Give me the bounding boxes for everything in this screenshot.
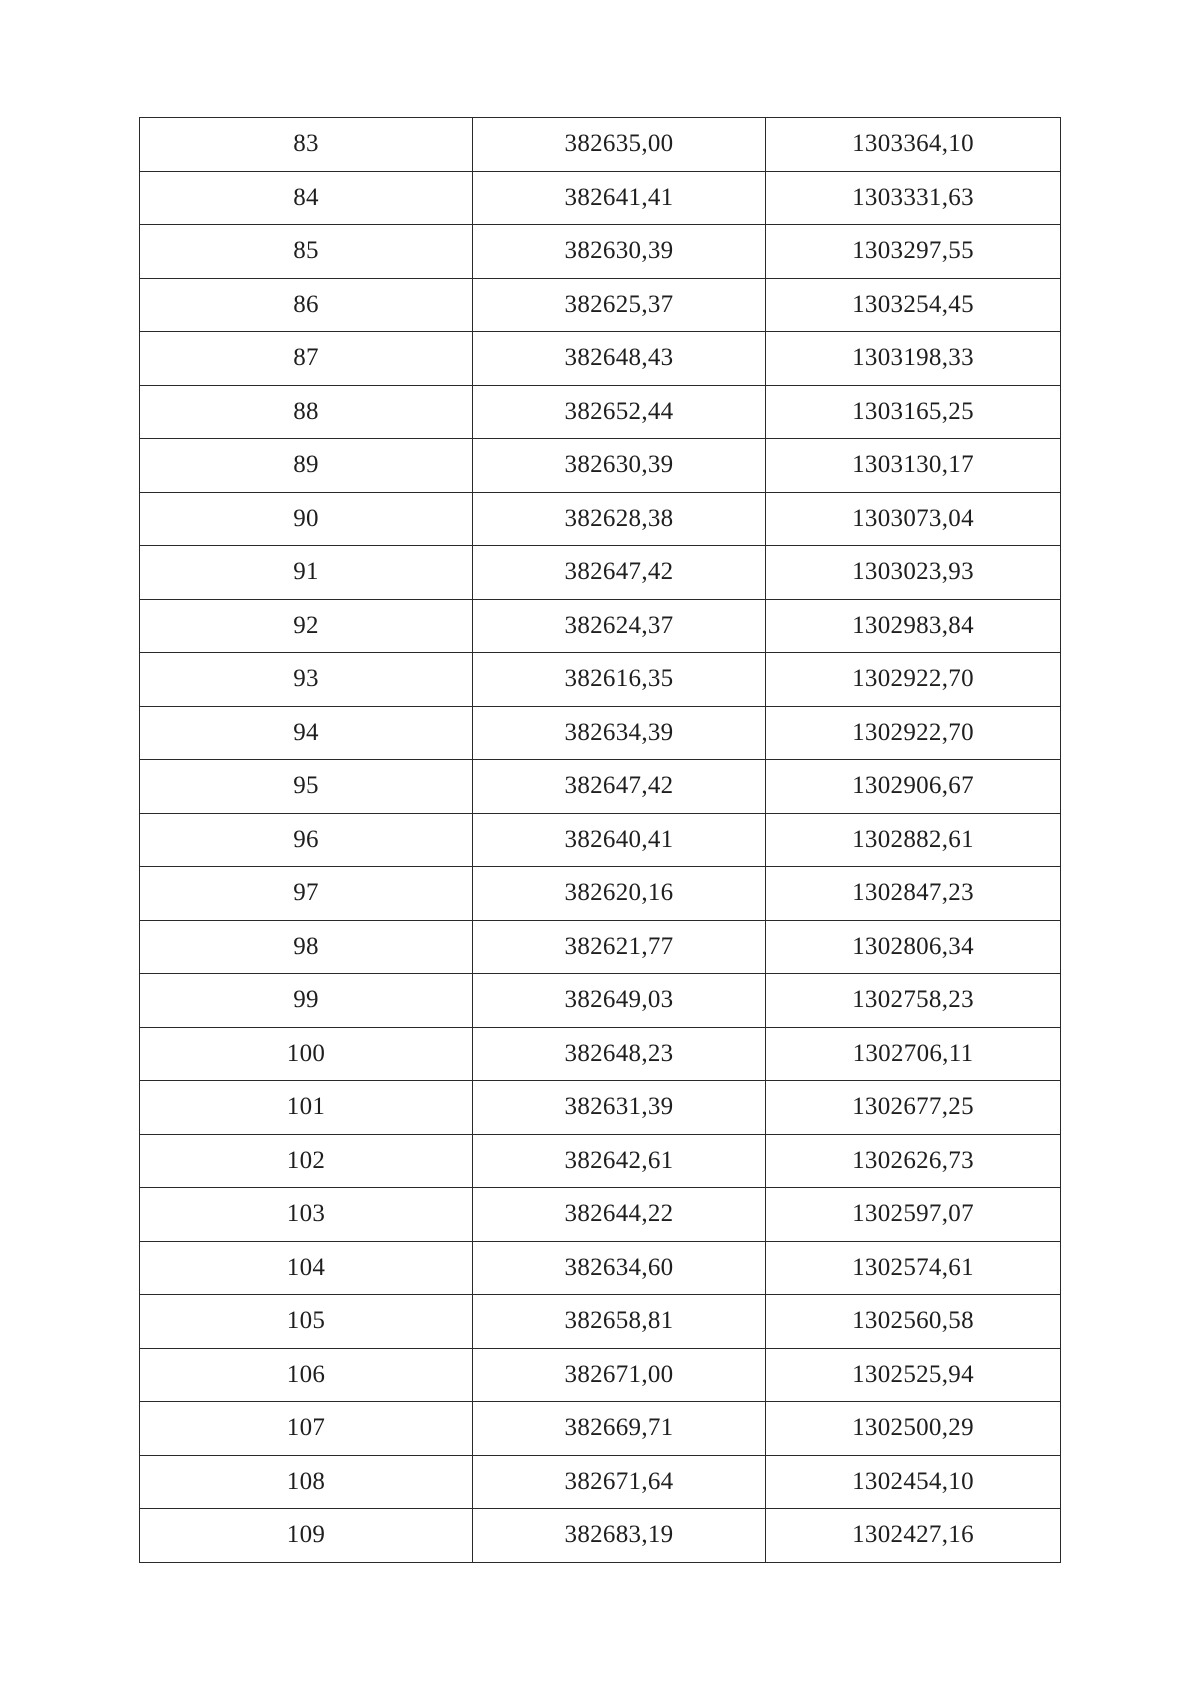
point-number-cell: 84 [140, 171, 473, 225]
table-row [140, 118, 1061, 172]
y-coordinate-cell: 1302677,25 [766, 1081, 1061, 1135]
y-coordinate-cell: 1302882,61 [766, 813, 1061, 867]
x-coordinate-cell: 382631,39 [473, 1081, 766, 1135]
y-coordinate-cell: 1303073,04 [766, 492, 1061, 546]
point-number-cell: 106 [140, 1348, 473, 1402]
x-coordinate-cell: 382625,37 [473, 278, 766, 332]
point-number-cell: 96 [140, 813, 473, 867]
x-coordinate-cell: 382647,42 [473, 760, 766, 814]
point-number-cell: 91 [140, 546, 473, 600]
y-coordinate-cell: 1303331,63 [766, 171, 1061, 225]
x-coordinate-cell: 382669,71 [473, 1402, 766, 1456]
x-coordinate-cell: 382648,23 [473, 1027, 766, 1081]
y-coordinate-cell: 1302427,16 [766, 1509, 1061, 1563]
y-coordinate-cell: 1302906,67 [766, 760, 1061, 814]
table-row [140, 760, 1061, 814]
x-coordinate-cell: 382648,43 [473, 332, 766, 386]
x-coordinate-cell: 382640,41 [473, 813, 766, 867]
x-coordinate-cell: 382641,41 [473, 171, 766, 225]
y-coordinate-cell: 1302922,70 [766, 653, 1061, 707]
x-coordinate-cell: 382621,77 [473, 920, 766, 974]
point-number-cell: 108 [140, 1455, 473, 1509]
point-number-cell: 87 [140, 332, 473, 386]
x-coordinate-cell: 382630,39 [473, 439, 766, 493]
x-coordinate-cell: 382649,03 [473, 974, 766, 1028]
x-coordinate-cell: 382683,19 [473, 1509, 766, 1563]
point-number-cell: 90 [140, 492, 473, 546]
point-number-cell: 95 [140, 760, 473, 814]
point-number-cell: 101 [140, 1081, 473, 1135]
y-coordinate-cell: 1302758,23 [766, 974, 1061, 1028]
point-number-cell: 97 [140, 867, 473, 921]
x-coordinate-cell: 382644,22 [473, 1188, 766, 1242]
y-coordinate-cell: 1303254,45 [766, 278, 1061, 332]
y-coordinate-cell: 1302454,10 [766, 1455, 1061, 1509]
y-coordinate-cell: 1302922,70 [766, 706, 1061, 760]
x-coordinate-cell: 382642,61 [473, 1134, 766, 1188]
coordinates-table [139, 117, 1061, 1563]
point-number-cell: 86 [140, 278, 473, 332]
table-row [140, 1295, 1061, 1349]
point-number-cell: 83 [140, 118, 473, 172]
x-coordinate-cell: 382671,00 [473, 1348, 766, 1402]
table-row [140, 1455, 1061, 1509]
point-number-cell: 85 [140, 225, 473, 279]
y-coordinate-cell: 1302597,07 [766, 1188, 1061, 1242]
table-row [140, 1348, 1061, 1402]
x-coordinate-cell: 382652,44 [473, 385, 766, 439]
table-row [140, 171, 1061, 225]
table-row [140, 867, 1061, 921]
table-row [140, 599, 1061, 653]
table-row [140, 653, 1061, 707]
table-row [140, 920, 1061, 974]
point-number-cell: 92 [140, 599, 473, 653]
y-coordinate-cell: 1302525,94 [766, 1348, 1061, 1402]
point-number-cell: 100 [140, 1027, 473, 1081]
y-coordinate-cell: 1302983,84 [766, 599, 1061, 653]
x-coordinate-cell: 382635,00 [473, 118, 766, 172]
coordinates-table-body [140, 118, 1061, 1563]
y-coordinate-cell: 1302574,61 [766, 1241, 1061, 1295]
table-row [140, 1188, 1061, 1242]
x-coordinate-cell: 382634,39 [473, 706, 766, 760]
y-coordinate-cell: 1302626,73 [766, 1134, 1061, 1188]
y-coordinate-cell: 1303130,17 [766, 439, 1061, 493]
x-coordinate-cell: 382624,37 [473, 599, 766, 653]
point-number-cell: 98 [140, 920, 473, 974]
point-number-cell: 109 [140, 1509, 473, 1563]
y-coordinate-cell: 1302560,58 [766, 1295, 1061, 1349]
table-row [140, 1241, 1061, 1295]
y-coordinate-cell: 1303023,93 [766, 546, 1061, 600]
y-coordinate-cell: 1303297,55 [766, 225, 1061, 279]
y-coordinate-cell: 1303364,10 [766, 118, 1061, 172]
y-coordinate-cell: 1302806,34 [766, 920, 1061, 974]
table-row [140, 546, 1061, 600]
point-number-cell: 88 [140, 385, 473, 439]
point-number-cell: 99 [140, 974, 473, 1028]
table-row [140, 439, 1061, 493]
table-row [140, 813, 1061, 867]
x-coordinate-cell: 382671,64 [473, 1455, 766, 1509]
point-number-cell: 93 [140, 653, 473, 707]
y-coordinate-cell: 1303165,25 [766, 385, 1061, 439]
x-coordinate-cell: 382620,16 [473, 867, 766, 921]
y-coordinate-cell: 1302500,29 [766, 1402, 1061, 1456]
table-row [140, 1081, 1061, 1135]
point-number-cell: 104 [140, 1241, 473, 1295]
x-coordinate-cell: 382630,39 [473, 225, 766, 279]
point-number-cell: 107 [140, 1402, 473, 1456]
table-row [140, 278, 1061, 332]
y-coordinate-cell: 1302847,23 [766, 867, 1061, 921]
x-coordinate-cell: 382628,38 [473, 492, 766, 546]
point-number-cell: 103 [140, 1188, 473, 1242]
table-row [140, 385, 1061, 439]
point-number-cell: 102 [140, 1134, 473, 1188]
x-coordinate-cell: 382616,35 [473, 653, 766, 707]
table-row [140, 1027, 1061, 1081]
point-number-cell: 105 [140, 1295, 473, 1349]
table-row [140, 706, 1061, 760]
y-coordinate-cell: 1302706,11 [766, 1027, 1061, 1081]
table-row [140, 492, 1061, 546]
point-number-cell: 94 [140, 706, 473, 760]
table-row [140, 225, 1061, 279]
table-row [140, 332, 1061, 386]
x-coordinate-cell: 382647,42 [473, 546, 766, 600]
table-row [140, 974, 1061, 1028]
y-coordinate-cell: 1303198,33 [766, 332, 1061, 386]
table-row [140, 1134, 1061, 1188]
point-number-cell: 89 [140, 439, 473, 493]
table-row [140, 1509, 1061, 1563]
x-coordinate-cell: 382658,81 [473, 1295, 766, 1349]
x-coordinate-cell: 382634,60 [473, 1241, 766, 1295]
table-row [140, 1402, 1061, 1456]
